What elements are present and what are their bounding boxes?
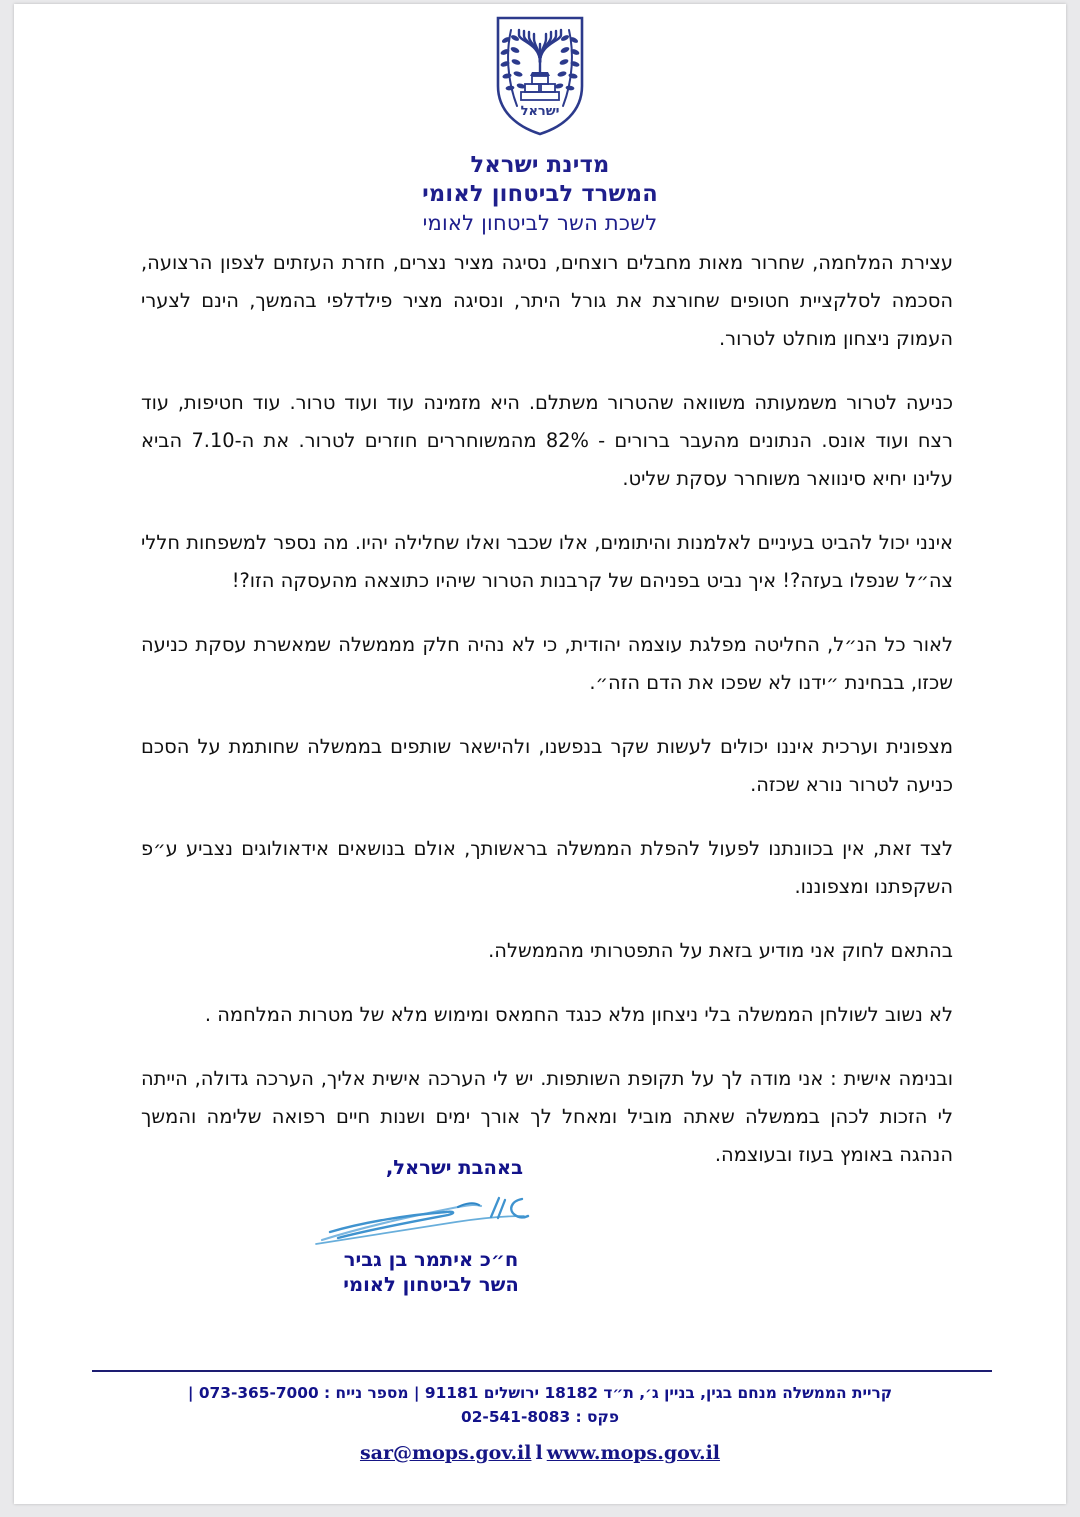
body-paragraph: כניעה לטרור משמעותה משוואה שהטרור משתלם. היא מזמינה עוד ועוד טרור. עוד חטיפות, עוד רצח ועוד אונס. הנתונים מהעבר ברורים - 82% מהמשוחררים חוזרים לטרור. את ה-7.10 הביא עלינו יחיא סינוואר משוחרר עסקת שליט. bbox=[141, 391, 954, 490]
document-page bbox=[14, 4, 1066, 1504]
footer-links bbox=[14, 1442, 1066, 1464]
body-paragraph: ובנימה אישית : אני מודה לך על תקופת השותפות. יש לי הערכה אישית אליך, הערכה גדולה, הייתה לי הזכות לכהן בממשלה שאתה מוביל ומאחל לך אורך ימים ושנות חיים רפואה שלימה והמשך הנהגה באומץ בעוז ובעוצמה. bbox=[141, 1067, 953, 1166]
body-paragraph: לצד זאת, אין בכוונתנו לפעול להפלת הממשלה בראשותך, אולם בנושאים אידאולוגים נצביע ע״פ השקפתנו ומצפוננו. bbox=[141, 837, 953, 898]
body-paragraph: מצפונית וערכית איננו יכולים לעשות שקר בנפשנו, ולהישאר שותפים בממשלה שחותמת על הסכם כניעה לטרור נורא שכזה. bbox=[141, 735, 953, 796]
letterhead-line-bureau: לשכת השר לביטחון לאומי bbox=[422, 210, 658, 235]
letter-body bbox=[141, 244, 953, 1200]
footer-address: קריית הממשלה מנחם בגין, בניין ג׳, ת״ד 18182 ירושלים 91181 | מספר נייח : 073-365-7000 | bbox=[187, 1384, 893, 1402]
footer-link-separator: l bbox=[535, 1441, 543, 1464]
emblem-caption: ישראל bbox=[520, 104, 560, 119]
state-emblem-of-israel-icon bbox=[492, 14, 588, 138]
signatory-name: ח״כ איתמר בן גביר bbox=[343, 1248, 519, 1271]
website-link[interactable]: www.mops.gov.il bbox=[546, 1441, 721, 1464]
letterhead-line-state: מדינת ישראל bbox=[470, 152, 610, 178]
footer bbox=[14, 1382, 1066, 1464]
signatory-title: השר לביטחון לאומי bbox=[343, 1272, 519, 1296]
letterhead bbox=[14, 151, 1066, 237]
body-paragraph: אינני יכול להביט בעיניים לאלמנות והיתומים, אלו שכבר ואלו שחלילה יהיו. מה נספר למשפחות חללי צה״ל שנפלו בעזה?! איך נביט בפניהם של קרבנות הטרור שיהיו כתוצאה מהעסקה הזו?! bbox=[141, 531, 953, 592]
body-paragraph: בהתאם לחוק אני מודיע בזאת על התפטרותי מהממשלה. bbox=[488, 939, 953, 962]
signatory bbox=[306, 1248, 556, 1297]
body-paragraph: לאור כל הנ״ל, החליטה מפלגת עוצמה יהודית, כי לא נהיה חלק מממשלה שמאשרת עסקת כניעה שכזו, בבחינת ״ידנו לא שפכו את הדם הזה״. bbox=[141, 633, 953, 694]
footer-divider bbox=[92, 1370, 992, 1372]
email-link[interactable]: sar@mops.gov.il bbox=[359, 1441, 532, 1464]
body-paragraph: לא נשוב לשולחן הממשלה בלי ניצחון מלא כנגד החמאס ומימוש מלא של מטרות המלחמה . bbox=[204, 1003, 953, 1026]
body-paragraph: עצירת המלחמה, שחרור מאות מחבלים רוצחים, נסיגה מציר נצרים, חזרת העזתים לצפון הרצועה, הסכמה לסלקציית חטופים שחורצת את גורל היתר, ונסיגה מציר פילדלפי בהמשך, הינם לצערי העמוק ניצחון מוחלט לטרור. bbox=[141, 251, 953, 350]
signature-greeting: באהבת ישראל, bbox=[385, 1156, 523, 1179]
handwritten-signature-icon bbox=[308, 1188, 538, 1250]
letterhead-line-ministry: המשרד לביטחון לאומי bbox=[422, 181, 658, 208]
footer-fax: פקס : 02-541-8083 bbox=[461, 1407, 619, 1426]
emblem-container bbox=[14, 14, 1066, 138]
signature-block bbox=[14, 1156, 1066, 1356]
